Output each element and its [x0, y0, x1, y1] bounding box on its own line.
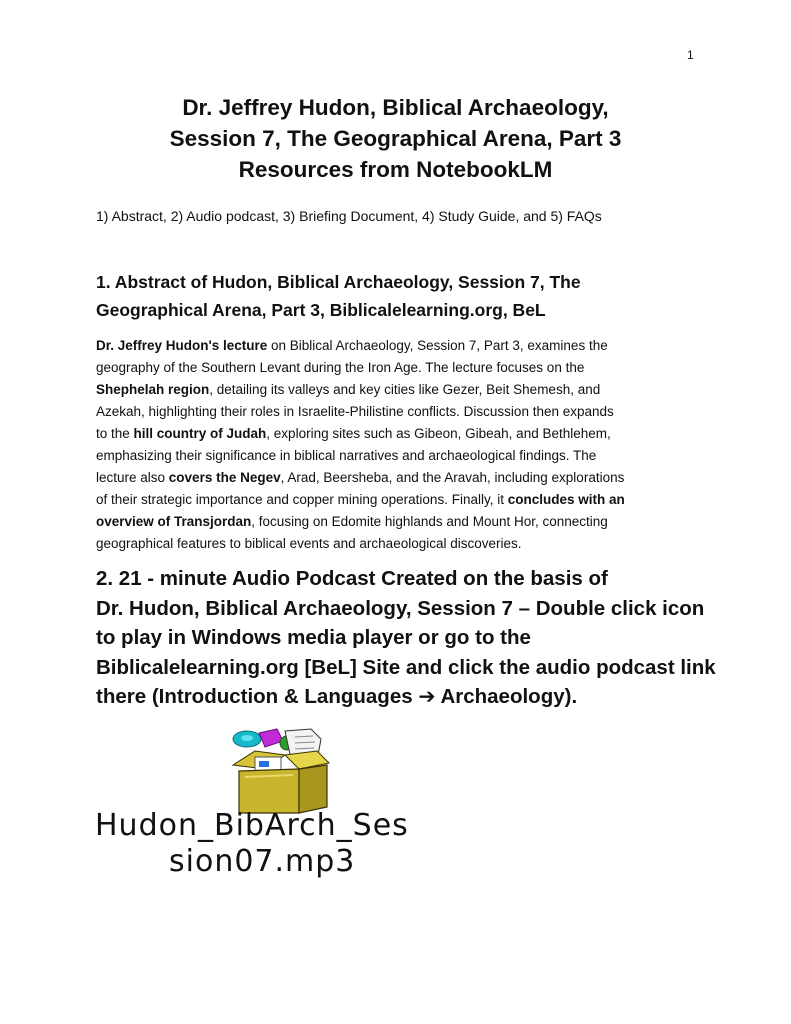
- section-2-line-2: Dr. Hudon, Biblical Archaeology, Session 7 – Double click icon: [96, 596, 705, 620]
- abstract-line-1: [96, 335, 706, 357]
- media-package-icon[interactable]: [225, 725, 350, 815]
- title-line-2: Session 7, The Geographical Arena, Part 3: [169, 126, 622, 151]
- media-file-label[interactable]: [95, 808, 475, 880]
- abstract-line-3: [96, 379, 706, 401]
- abstract-text: on Biblical Archaeology, Session 7, Part 3, examines the: [267, 338, 608, 353]
- abstract-bold-transjordan: overview of Transjordan: [96, 514, 252, 529]
- abstract-line-4: Azekah, highlighting their roles in Israelite-Philistine conflicts. Discussion then expands: [96, 404, 614, 419]
- abstract-paragraph: [96, 335, 706, 555]
- abstract-bold-judah: hill country of Judah: [133, 426, 267, 441]
- table-of-contents: 1) Abstract, 2) Audio podcast, 3) Briefing Document, 4) Study Guide, and 5) FAQs: [96, 208, 602, 224]
- section-2-line-5: [96, 682, 716, 712]
- title-line-3: Resources from NotebookLM: [238, 157, 553, 182]
- section-2-heading: [96, 564, 716, 712]
- abstract-line-10: geographical features to biblical events and archaeological discoveries.: [96, 536, 522, 551]
- section-1-heading-line-1: 1. Abstract of Hudon, Biblical Archaeology, Session 7, The: [96, 272, 581, 292]
- abstract-text: , Arad, Beersheba, and the Aravah, including explorations: [280, 470, 625, 485]
- abstract-bold-negev: covers the Negev: [168, 470, 281, 485]
- abstract-text: of their strategic importance and copper mining operations. Finally, it: [96, 492, 508, 507]
- document-title: [0, 92, 791, 185]
- section-2-line-1: 2. 21 - minute Audio Podcast Created on the basis of: [96, 567, 608, 590]
- abstract-line-7: [96, 467, 706, 489]
- section-2-line-5-text-end: Archaeology).: [435, 685, 578, 709]
- section-2-line-5-text: there (Introduction & Languages: [96, 685, 419, 709]
- abstract-line-5: [96, 423, 706, 445]
- abstract-bold-shephelah: Shephelah region: [96, 382, 210, 397]
- abstract-text: to the: [96, 426, 134, 441]
- abstract-line-8: [96, 489, 706, 511]
- title-line-1: Dr. Jeffrey Hudon, Biblical Archaeology,: [182, 95, 609, 120]
- abstract-text: , detailing its valleys and key cities like Gezer, Beit Shemesh, and: [209, 382, 601, 397]
- media-package-graphic: [225, 725, 350, 815]
- media-label-line-2: sion07.mp3: [169, 844, 356, 879]
- media-label-line-1: Hudon_BibArch_Ses: [95, 808, 409, 843]
- section-1-heading-line-2: Geographical Arena, Part 3, Biblicalelearning.org, BeL: [96, 300, 546, 320]
- section-1-heading: [96, 268, 706, 324]
- abstract-text: , exploring sites such as Gibeon, Gibeah, and Bethlehem,: [266, 426, 611, 441]
- abstract-line-2: geography of the Southern Levant during the Iron Age. The lecture focuses on the: [96, 360, 585, 375]
- arrow-right-icon: ➔: [418, 685, 436, 709]
- page-number: 1: [687, 48, 694, 62]
- abstract-text: lecture also: [96, 470, 169, 485]
- section-2-line-4: Biblicalelearning.org [BeL] Site and click the audio podcast link: [96, 655, 716, 679]
- abstract-line-9: [96, 511, 706, 533]
- section-2-line-3: to play in Windows media player or go to the: [96, 626, 531, 650]
- abstract-bold-concludes: concludes with an: [507, 492, 625, 507]
- abstract-bold-speaker: Dr. Jeffrey Hudon's lecture: [96, 338, 268, 353]
- abstract-line-6: emphasizing their significance in biblical narratives and archaeological findings. The: [96, 448, 597, 463]
- abstract-text: , focusing on Edomite highlands and Mount Hor, connecting: [251, 514, 608, 529]
